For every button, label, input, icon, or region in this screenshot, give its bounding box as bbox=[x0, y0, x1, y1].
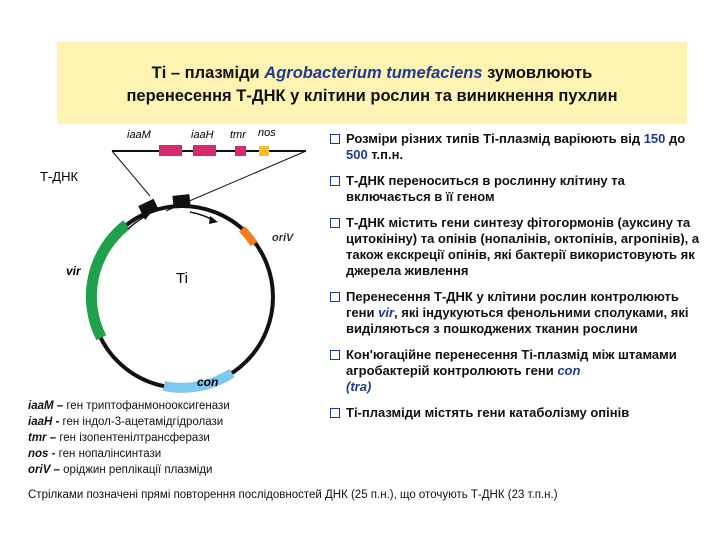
zoom-line-left bbox=[112, 151, 150, 196]
legend-row: nos - ген нопалінсинтази bbox=[28, 448, 162, 460]
title-part1: Ті – плазміди bbox=[151, 64, 265, 82]
right-border-repeat bbox=[172, 194, 190, 208]
legend-row: oriV – оріджин реплікації плазміди bbox=[28, 464, 213, 476]
vir-region bbox=[91, 225, 126, 338]
legend-row: iaaM – ген триптофанмонооксигенази bbox=[28, 400, 230, 412]
legend-row: tmr – ген ізопентенілтрансферази bbox=[28, 432, 210, 444]
vir-highlight: vir bbox=[378, 305, 395, 320]
title-part2: зумовлюють bbox=[482, 64, 593, 82]
gene-nos-label: nos bbox=[258, 127, 276, 139]
gene-nos-box bbox=[259, 146, 269, 156]
title-organism: Agrobacterium tumefaciens bbox=[264, 64, 483, 82]
repeat-arrow-right bbox=[190, 212, 213, 220]
fact-item-genes: Т-ДНК містить гени синтезу фітогормонів (ауксину та цитокініну) та опінів (нопалінів, октопінів, агропінів), а також екскреції опінів, які бактерії використовують як джерела живлення bbox=[330, 215, 700, 279]
plasmid-ti-label: Ti bbox=[176, 270, 188, 287]
size-max: 500 bbox=[346, 147, 368, 162]
gene-iaam-label: iaaM bbox=[127, 129, 151, 141]
size-min: 150 bbox=[643, 131, 666, 146]
oriv-label: oriV bbox=[272, 232, 294, 244]
bullet-square-icon bbox=[330, 292, 340, 302]
bullet-square-icon bbox=[330, 408, 340, 418]
fact-item-conjugation: Кон'югаційне перенесення Ті-плазмід між штамами агробактерій контролюють гени con (tra) bbox=[330, 347, 700, 395]
fact-item-vir: Перенесення Т-ДНК у клітини рослин контролюють гени vir, які індукуються фенольними сполуками, які виділяються з пошкоджених тканин рослини bbox=[330, 289, 700, 337]
gene-iaam-box bbox=[159, 145, 182, 156]
gene-legend bbox=[28, 398, 230, 478]
tdna-label: Т-ДНК bbox=[40, 169, 79, 184]
repeat-arrow-right-head bbox=[209, 216, 218, 224]
title-line2: перенесення Т-ДНК у клітини рослин та виникнення пухлин bbox=[126, 87, 618, 105]
fact-item-size: Розміри різних типів Ті-плазмід варіюють від 150 до 500 т.п.н. bbox=[330, 131, 700, 163]
gene-iaah-box bbox=[193, 145, 216, 156]
tra-highlight: (tra) bbox=[346, 379, 372, 394]
gene-iaah-label: iaaH bbox=[191, 129, 214, 141]
vir-label: vir bbox=[66, 264, 81, 278]
oriv-region bbox=[242, 229, 254, 244]
bullet-square-icon bbox=[330, 350, 340, 360]
bullet-square-icon bbox=[330, 218, 340, 228]
fact-item-transfer: Т-ДНК переноситься в рослинну клітину та включається в її геном bbox=[330, 173, 700, 205]
bullet-square-icon bbox=[330, 176, 340, 186]
legend-row: iaaH - ген індол-3-ацетамідгідролази bbox=[28, 416, 224, 428]
gene-tmr-label: tmr bbox=[230, 129, 246, 141]
con-highlight: con bbox=[557, 363, 581, 378]
fact-item-catabolism: Ті-плазміди містять гени катаболізму опінів bbox=[330, 405, 700, 421]
con-label: con bbox=[197, 375, 219, 389]
bullet-square-icon bbox=[330, 134, 340, 144]
footnote: Стрілками позначені прямі повторення послідовностей ДНК (25 п.н.), що оточують Т-ДНК (23 т.п.н.) bbox=[28, 489, 558, 501]
gene-tmr-box bbox=[235, 146, 246, 156]
facts-list bbox=[330, 131, 700, 431]
